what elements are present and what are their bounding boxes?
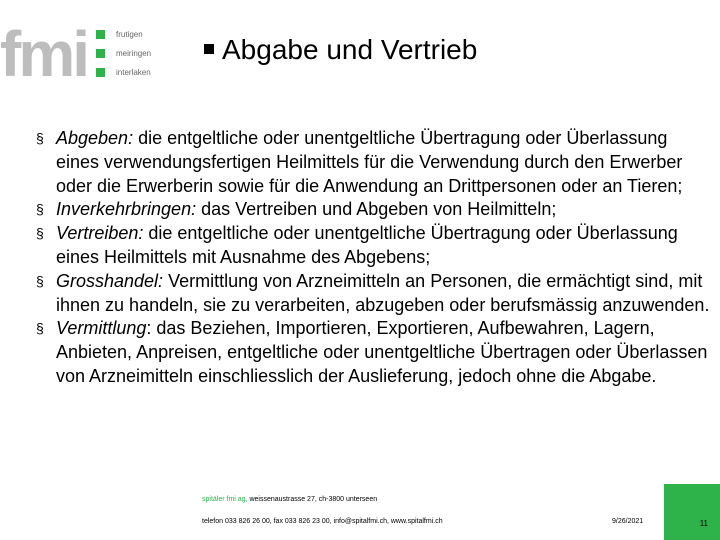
definition-text: Vermittlung von Arzneimitteln an Personen, die ermächtigt sind, mit ihnen zu handeln, sie zu verarbeiten, abzugeben oder berufsmässig anzuwenden. bbox=[56, 270, 710, 315]
footer-address-text: weissenaustrasse 27, ch-3800 unterseen bbox=[247, 496, 378, 503]
list-item bbox=[34, 317, 714, 388]
fmi-logo bbox=[0, 18, 170, 90]
logo-location-interlaken: interlaken bbox=[116, 68, 151, 77]
square-bullet-icon bbox=[204, 44, 214, 54]
definition-text: die entgeltliche oder unentgeltliche Übertragung oder Überlassung eines Heilmittels mit Ausnahme des Abgebens; bbox=[56, 223, 678, 267]
slide-title bbox=[204, 34, 477, 66]
definition-term: Grosshandel: bbox=[56, 270, 164, 291]
footer-contact: telefon 033 826 26 00, fax 033 826 23 00, info@spitalfmi.ch, www.spitalfmi.ch bbox=[202, 518, 443, 525]
logo-square-icon bbox=[96, 30, 105, 39]
bullet-icon: § bbox=[36, 320, 44, 337]
bullet-icon: § bbox=[36, 201, 44, 218]
definition-text: : das Beziehen, Importieren, Exportieren, Aufbewahren, Lagern, Anbieten, Anpreisen, entgeltliche oder unentgeltliche Übertragen oder Überlassen von Arzneimitteln einschliesslich der Auslieferung, jedoch ohne die Abgabe. bbox=[56, 318, 708, 386]
definition-term: Vertreiben: bbox=[56, 223, 144, 244]
logo-square-icon bbox=[96, 49, 105, 58]
bullet-icon: § bbox=[36, 130, 44, 146]
definition-text: das Vertreiben und Abgeben von Heilmitteln; bbox=[196, 199, 557, 220]
page-number-box bbox=[664, 484, 720, 540]
slide-title-text: Abgabe und Vertrieb bbox=[222, 34, 478, 65]
logo-wordmark: fmi bbox=[0, 18, 87, 90]
list-item bbox=[34, 127, 714, 198]
footer-address bbox=[202, 496, 377, 503]
definition-term: Inverkehrbringen: bbox=[56, 199, 197, 220]
definition-term: Vermittlung bbox=[56, 318, 147, 339]
logo-square-icon bbox=[96, 68, 105, 77]
bullet-icon: § bbox=[36, 225, 44, 242]
footer-brand: spitäler fmi ag, bbox=[202, 496, 248, 503]
footer-date: 9/26/2021 bbox=[612, 518, 644, 525]
definition-list bbox=[34, 127, 714, 389]
logo-location-meiringen: meiringen bbox=[116, 49, 152, 58]
list-item bbox=[34, 198, 714, 222]
page-number: 11 bbox=[699, 519, 708, 528]
definition-term: Abgeben: bbox=[56, 128, 134, 148]
list-item bbox=[34, 222, 714, 270]
logo-location-frutigen: frutigen bbox=[116, 30, 143, 39]
list-item bbox=[34, 270, 714, 318]
definition-text: die entgeltliche oder unentgeltliche Übertragung oder Überlassung eines verwendungsfertigen Heilmittels für die Verwendung durch den Erwerber oder die Erwerberin sowie für die Anwendung an Drittpersonen oder an Tieren; bbox=[56, 128, 683, 196]
bullet-icon: § bbox=[36, 272, 44, 289]
